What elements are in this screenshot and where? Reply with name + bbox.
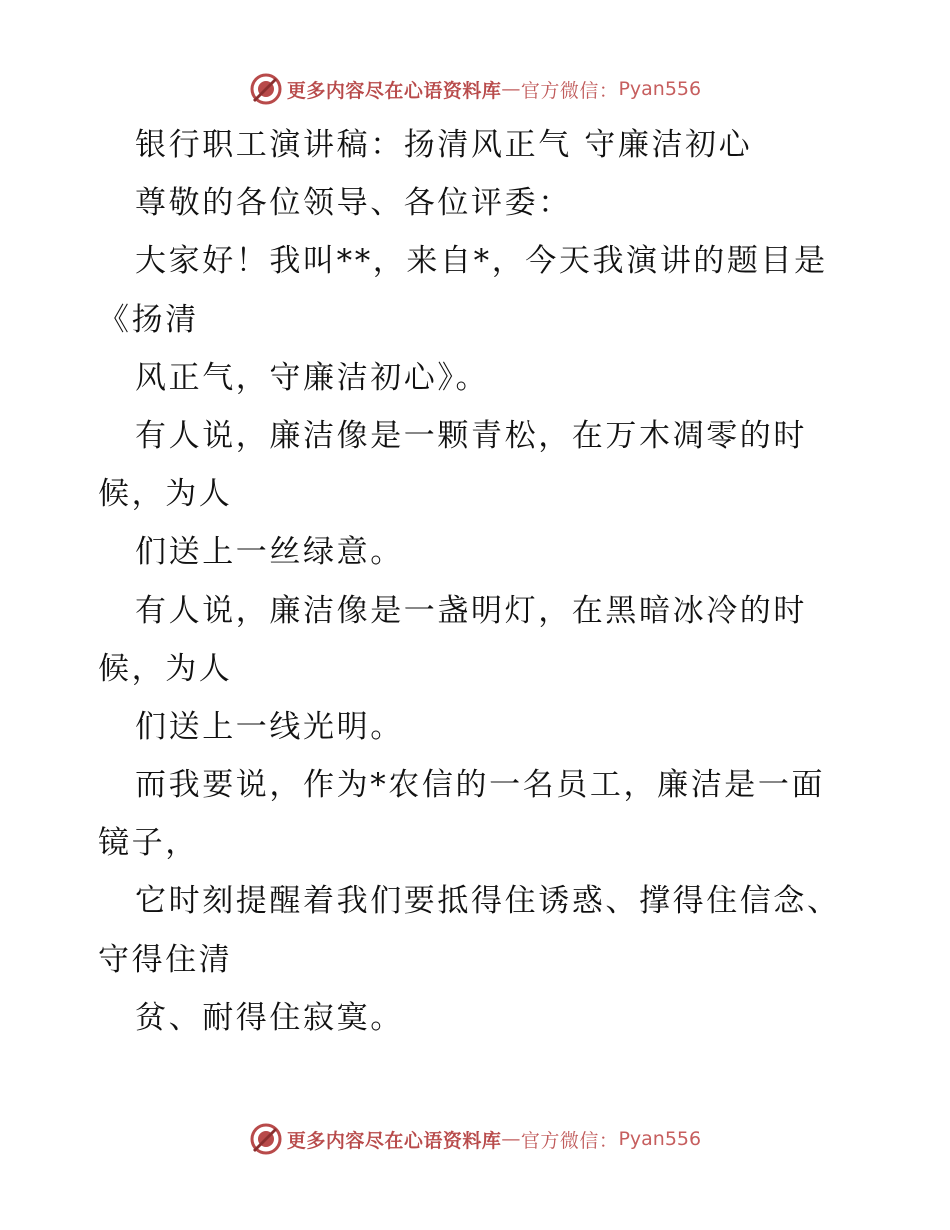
pen-logo-icon <box>249 72 283 106</box>
paragraph-line: 守得住清 <box>98 941 233 978</box>
paragraph-line: 们送上一线光明。 <box>135 708 404 745</box>
paragraph-line: 候，为人 <box>98 650 233 687</box>
header-banner <box>0 72 950 106</box>
footer-banner <box>0 1122 950 1156</box>
paragraph-line: 而我要说，作为*农信的一名员工，廉洁是一面 <box>135 767 826 804</box>
paragraph-line: 风正气，守廉洁初心》。 <box>135 359 490 396</box>
paragraph-line: 有人说，廉洁像是一盏明灯，在黑暗冰冷的时 <box>135 592 807 629</box>
banner-text: 更多内容尽在心语资料库 <box>286 1129 502 1152</box>
banner-wechat-label: 官方微信： <box>520 1129 619 1152</box>
paragraph-line: 大家好！我叫**，来自*，今天我演讲的题目是 <box>135 243 828 280</box>
banner-wechat-id: Pyan556 <box>618 78 702 100</box>
banner-wechat-id: Pyan556 <box>618 1128 702 1150</box>
paragraph-line: 它时刻提醒着我们要抵得住诱惑、撑得住信念、 <box>135 883 841 920</box>
banner-dash: — <box>501 1128 521 1150</box>
paragraph-line: 《扬清 <box>98 301 199 338</box>
document-body <box>98 116 858 1047</box>
paragraph-line: 贫、耐得住寂寞。 <box>135 999 404 1036</box>
banner-dash: — <box>501 78 521 100</box>
pen-logo-icon <box>249 1122 283 1156</box>
paragraph-line: 镜子， <box>98 825 199 862</box>
banner-wechat-label: 官方微信： <box>520 79 619 102</box>
paragraph-line: 们送上一丝绿意。 <box>135 534 404 571</box>
paragraph-line: 候，为人 <box>98 476 233 513</box>
document-title: 银行职工演讲稿：扬清风正气 守廉洁初心 <box>135 127 753 163</box>
banner-text: 更多内容尽在心语资料库 <box>286 79 502 102</box>
paragraph-line: 有人说，廉洁像是一颗青松，在万木凋零的时 <box>135 417 807 454</box>
salutation: 尊敬的各位领导、各位评委： <box>135 185 572 222</box>
